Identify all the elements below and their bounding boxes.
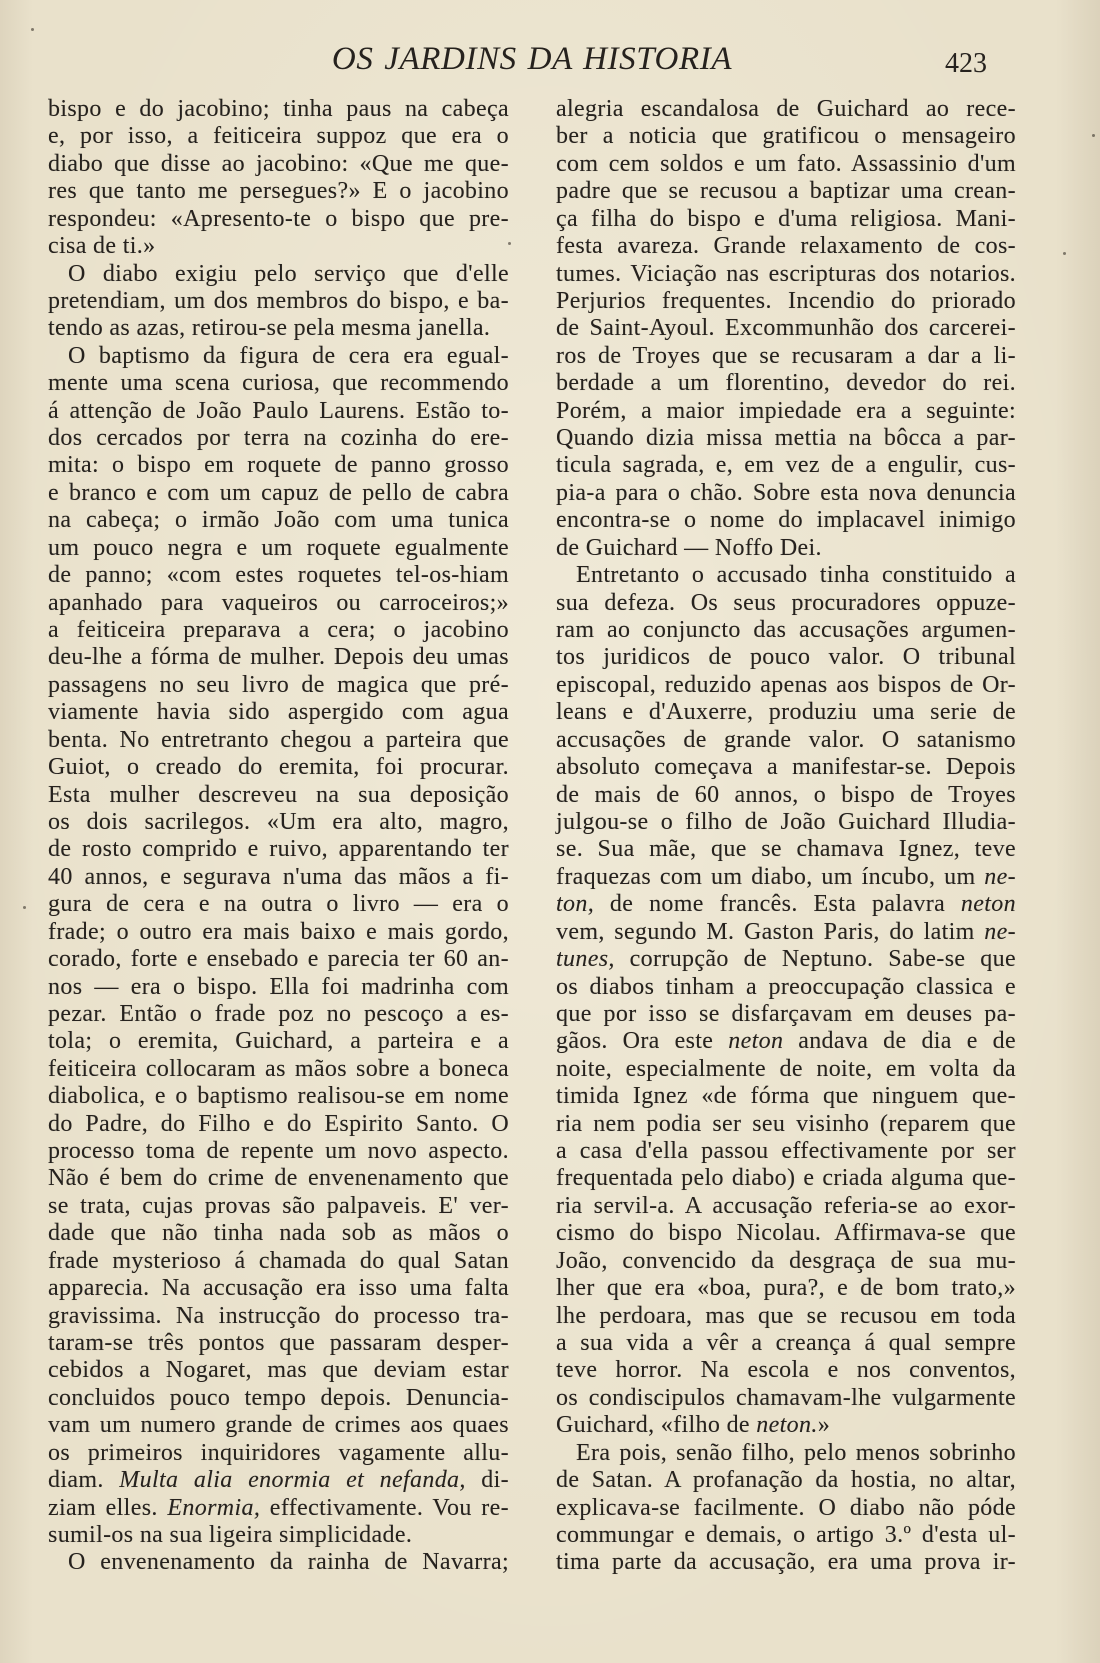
text-line xyxy=(556,891,1016,918)
text-line: a casa d'ella passou effectivamente por ser xyxy=(556,1138,1016,1165)
text-line: tola; o eremita, Guichard, a parteira e a xyxy=(48,1028,509,1055)
text-line: pretendiam, um dos membros do bispo, e ba- xyxy=(48,287,509,314)
text-line: cismo do bispo Nicolau. Affirmava-se que xyxy=(556,1220,1016,1247)
text-line: se. Sua mãe, que se chamava Ignez, teve xyxy=(556,836,1016,863)
text-line: se trata, cujas provas são palpaveis. E' ver- xyxy=(48,1192,509,1219)
text-line: bispo e do jacobino; tinha paus na cabeça xyxy=(48,96,509,122)
text-line: á attenção de João Paulo Laurens. Estão to- xyxy=(48,397,509,424)
text-line: ria nem podia ser seu visinho (reparem que xyxy=(556,1110,1016,1137)
text-line: de panno; «com estes roquetes tel-os-hiam xyxy=(48,562,509,589)
paragraph xyxy=(48,96,509,261)
text-line: episcopal, reduzido apenas aos bispos de Or- xyxy=(556,671,1016,698)
running-title: OS JARDINS DA HISTORIA xyxy=(331,41,733,77)
text-line: ria servil-a. A accusação referia-se ao exor- xyxy=(556,1192,1016,1219)
text-run: diam. xyxy=(48,1467,120,1494)
text-line: Quando dizia missa mettia na bôcca a par- xyxy=(556,425,1016,452)
text-line: gura de cera e na outra o livro — era o xyxy=(48,891,509,918)
text-line xyxy=(48,1495,509,1522)
text-line: mente uma scena curiosa, que recommendo xyxy=(48,370,509,397)
text-line: teve horror. Na escola e nos conventos, xyxy=(556,1357,1016,1384)
text-run: effectivamente. Vou re- xyxy=(260,1494,509,1521)
text-run: Guichard, «filho de xyxy=(556,1412,757,1439)
text-line: ticula sagrada, e, em vez de a engulir, cus- xyxy=(556,452,1016,479)
text-line: Esta mulher descreveu na sua deposição xyxy=(48,781,509,808)
text-run: gãos. Ora este xyxy=(556,1028,729,1055)
text-line: festa avareza. Grande relaxamento de cos- xyxy=(556,233,1016,260)
text-line: gravissima. Na instrucção do processo tra- xyxy=(48,1302,509,1329)
text-line: os primeiros inquiridores vagamente allu- xyxy=(48,1439,509,1466)
text-line: alegria escandalosa de Guichard ao rece- xyxy=(556,96,1016,122)
text-line: a sua vida a vêr a creança á qual sempre xyxy=(556,1329,1016,1356)
text-line: benta. No entretranto chegou a parteira que xyxy=(48,726,509,753)
text-line: ros de Troyes que se recusaram a dar a li- xyxy=(556,342,1016,369)
text-line: cebidos a Nogaret, mas que deviam estar xyxy=(48,1357,509,1384)
text-run: de nome francês. Esta palavra xyxy=(594,891,961,918)
text-line: pia-a para o chão. Sobre esta nova denuncia xyxy=(556,479,1016,506)
text-line: frade; o outro era mais baixo e mais gordo, xyxy=(48,918,509,945)
paragraph xyxy=(556,96,1016,562)
italic-text-run: Multa alia enormia et nefanda, xyxy=(119,1467,466,1494)
text-line: os diabos tinham a preoccupação classica e xyxy=(556,973,1016,1000)
italic-text-run: neton xyxy=(728,1028,784,1055)
text-line: ber a noticia que gratificou o mensageiro xyxy=(556,123,1016,150)
paragraph xyxy=(556,562,1016,1440)
text-line: timida Ignez «de fórma que ninguem que- xyxy=(556,1083,1016,1110)
text-line: padre que se recusou a baptizar uma crean- xyxy=(556,178,1016,205)
text-line: deu-lhe a fórma de mulher. Depois deu umas xyxy=(48,644,509,671)
text-line: taram-se três pontos que passaram desper- xyxy=(48,1329,509,1356)
text-line xyxy=(556,1028,1016,1055)
text-run: andava de dia e de xyxy=(783,1028,1016,1055)
text-line: Entretanto o accusado tinha constituido a xyxy=(576,562,1016,589)
text-run: vem, segundo M. Gaston Paris, do latim xyxy=(556,918,985,945)
text-line: feiticeira collocaram as mãos sobre a boneca xyxy=(48,1055,509,1082)
text-line: corado, forte e ensebado e parecia ter 60 an- xyxy=(48,946,509,973)
paper-speck xyxy=(508,242,511,245)
paragraph xyxy=(48,343,509,1550)
text-line: os condiscipulos chamavam-lhe vulgarmente xyxy=(556,1384,1016,1411)
text-line: tima parte da accusação, era uma prova ir- xyxy=(556,1549,1016,1576)
text-line: tendo as azas, retirou-se pela mesma janella. xyxy=(48,315,491,342)
text-line: ça filha do bispo e d'uma religiosa. Mani- xyxy=(556,205,1016,232)
paper-speck xyxy=(23,906,26,909)
paragraph xyxy=(48,261,509,343)
text-line xyxy=(556,919,1016,946)
italic-text-run: neton. xyxy=(756,1412,818,1439)
text-line: accusações de grande valor. O satanismo xyxy=(556,726,1016,753)
text-line: noite, especialmente de noite, em volta da xyxy=(556,1055,1016,1082)
text-run: fraquezas com um diabo, um íncubo, um xyxy=(556,863,985,890)
text-line: de Guichard — Noffo Dei. xyxy=(556,534,822,561)
text-run: » xyxy=(817,1412,831,1439)
italic-text-run: ne- xyxy=(984,863,1016,890)
text-column-right xyxy=(556,96,1016,1577)
text-line: leans e d'Auxerre, produziu uma serie de xyxy=(556,699,1016,726)
text-line: João, convencido da desgraça de sua mu- xyxy=(556,1247,1016,1274)
text-line xyxy=(556,1412,1016,1439)
text-line: cisa de ti.» xyxy=(48,233,156,260)
text-line: do Padre, do Filho e do Espirito Santo. O xyxy=(48,1110,509,1137)
paper-speck xyxy=(31,28,34,31)
text-line: apanhado para vaqueiros ou carroceiros;» xyxy=(48,589,509,616)
text-line: Perjurios frequentes. Incendio do priorado xyxy=(556,287,1016,314)
text-line: absoluto começava a manifestar-se. Depois xyxy=(556,754,1016,781)
text-line xyxy=(556,946,1016,973)
text-line: julgou-se o filho de João Guichard Illudia- xyxy=(556,808,1016,835)
text-line: nos — era o bispo. Ella foi madrinha com xyxy=(48,973,509,1000)
text-line: frade mysterioso á chamada do qual Satan xyxy=(48,1247,509,1274)
text-line: dos cercados por terra na cozinha do ere- xyxy=(48,425,509,452)
text-line: Não é bem do crime de envenenamento que xyxy=(48,1165,509,1192)
text-line: os dois sacrilegos. «Um era alto, magro, xyxy=(48,808,509,835)
italic-text-run: Enormia, xyxy=(167,1494,261,1521)
italic-text-run: ton, xyxy=(556,891,595,918)
text-line xyxy=(556,864,1016,891)
text-line: vam um numero grande de crimes aos quaes xyxy=(48,1412,509,1439)
italic-text-run: neton xyxy=(960,891,1016,918)
text-line: com cem soldos e um fato. Assassinio d'um xyxy=(556,150,1016,177)
text-line: frequentada pelo diabo) e criada alguma que- xyxy=(556,1165,1016,1192)
text-line: sua defeza. Os seus procuradores oppuze- xyxy=(556,589,1016,616)
page-number: 423 xyxy=(945,48,987,79)
text-line: processo toma de repente um novo aspecto. xyxy=(48,1138,509,1165)
text-line: tumes. Viciação nas escripturas dos notarios. xyxy=(556,260,1016,287)
text-line: Guiot, o creado do eremita, foi procurar. xyxy=(48,754,509,781)
text-line: diabo que disse ao jacobino: «Que me que- xyxy=(48,150,509,177)
text-line: tos juridicos de pouco valor. O tribunal xyxy=(556,644,1016,671)
text-line: commungar e demais, o artigo 3.º d'esta ul- xyxy=(556,1521,1016,1548)
text-line: O diabo exigiu pelo serviço que d'elle xyxy=(68,260,509,287)
text-run: ziam elles. xyxy=(48,1494,168,1521)
text-line: encontra-se o nome do implacavel inimigo xyxy=(556,507,1016,534)
text-line: dade que não tinha nada sob as mãos o xyxy=(48,1220,509,1247)
text-line: Porém, a maior impiedade era a seguinte: xyxy=(556,397,1016,424)
text-line: concluidos pouco tempo depois. Denuncia- xyxy=(48,1384,509,1411)
text-line: O baptismo da figura de cera era egual- xyxy=(68,342,509,369)
text-line: a feiticeira preparava a cera; o jacobino xyxy=(48,617,509,644)
text-line: de Satan. A profanação da hostia, no altar, xyxy=(556,1467,1016,1494)
text-run: corrupção de Neptuno. Sabe-se que xyxy=(614,946,1016,973)
text-run: di- xyxy=(465,1467,510,1494)
text-line: de mais de 60 annos, o bispo de Troyes xyxy=(556,781,1016,808)
text-line: viamente havia sido aspergido com agua xyxy=(48,699,509,726)
text-line: lher que era «boa, pura?, e de bom trato,» xyxy=(556,1275,1016,1302)
text-line xyxy=(48,1467,509,1494)
text-line: um pouco negra e um roquete egualmente xyxy=(48,534,509,561)
text-line: respondeu: «Apresento-te o bispo que pre- xyxy=(48,205,509,232)
italic-text-run: ne- xyxy=(984,918,1016,945)
paper-speck xyxy=(1092,134,1095,137)
text-line: 40 annos, e segurava n'uma das mãos a fi- xyxy=(48,863,509,890)
text-line: e branco e com um capuz de pello de cabra xyxy=(48,479,509,506)
text-line: passagens no seu livro de magica que pré- xyxy=(48,671,509,698)
text-line: na cabeça; o irmão João com uma tunica xyxy=(48,507,509,534)
text-line: O envenenamento da rainha de Navarra; xyxy=(68,1549,509,1576)
text-line: ram ao conjuncto das accusações argumen- xyxy=(556,617,1016,644)
text-line: que por isso se disfarçavam em deuses pa- xyxy=(556,1000,1016,1027)
italic-text-run: tunes, xyxy=(556,946,615,973)
paragraph xyxy=(556,1440,1016,1577)
paragraph xyxy=(48,1549,509,1576)
text-line: lhe perdoara, mas que se recusou em toda xyxy=(556,1302,1016,1329)
text-line: berdade a um florentino, devedor do rei. xyxy=(556,370,1016,397)
text-line: apparecia. Na accusação era isso uma falta xyxy=(48,1275,509,1302)
text-line: mita: o bispo em roquete de panno grosso xyxy=(48,452,509,479)
text-line: Era pois, senão filho, pelo menos sobrinho xyxy=(576,1439,1016,1466)
text-line: e, por isso, a feiticeira suppoz que era o xyxy=(48,123,509,150)
text-column-left xyxy=(48,96,509,1577)
paper-speck xyxy=(1063,252,1066,255)
text-line: diabolica, e o baptismo realisou-se em nome xyxy=(48,1083,509,1110)
text-line: de Saint-Ayoul. Excommunhão dos carcerei- xyxy=(556,315,1016,342)
text-line: sumil-os na sua ligeira simplicidade. xyxy=(48,1521,413,1548)
text-line: de rosto comprido e ruivo, apparentando ter xyxy=(48,836,509,863)
text-line: pezar. Então o frade poz no pescoço a es- xyxy=(48,1000,509,1027)
text-line: explicava-se facilmente. O diabo não póde xyxy=(556,1494,1016,1521)
text-line: res que tanto me persegues?» E o jacobino xyxy=(48,178,509,205)
